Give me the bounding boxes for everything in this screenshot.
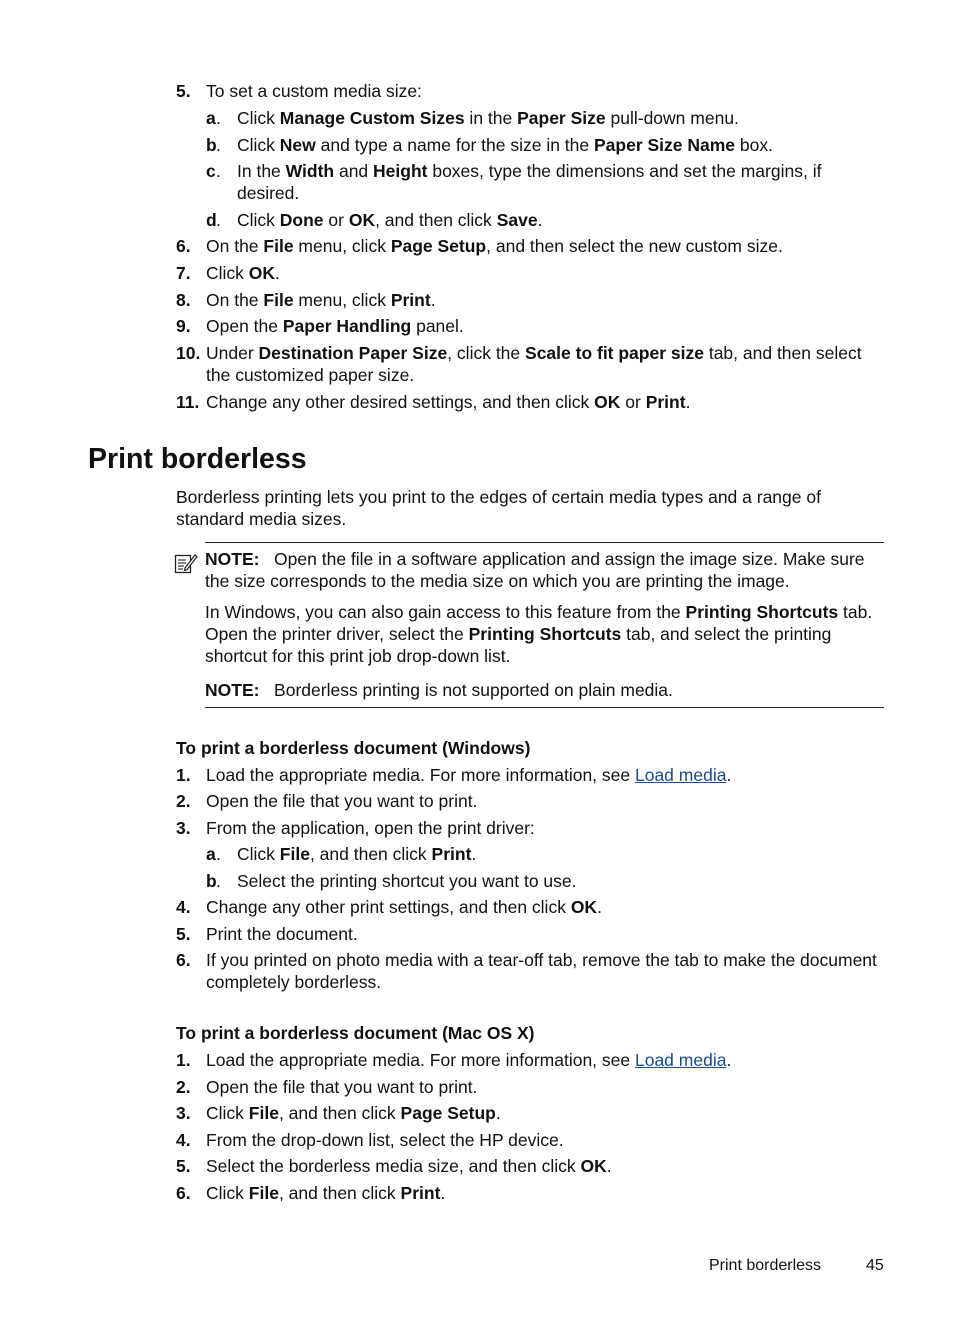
text-run: . (537, 210, 543, 230)
text-run: Open the file that you want to print. (206, 1077, 478, 1097)
text-run: . (726, 1050, 732, 1070)
text-run: Click (206, 263, 249, 283)
substep-letter: b (206, 871, 217, 891)
bold-term: Manage Custom Sizes (279, 108, 465, 128)
substep-letter: b (206, 135, 217, 155)
step-number: 10. (176, 343, 201, 363)
text-run: Open the file that you want to print. (206, 791, 478, 811)
text-run: , click the (447, 343, 526, 363)
substep-text (237, 209, 888, 231)
text-run: . (430, 290, 436, 310)
bold-term: Destination Paper Size (258, 343, 448, 363)
step-text (206, 764, 888, 786)
step-text (206, 262, 888, 284)
text-run: and type a name for the size in the (315, 135, 594, 155)
text-run: Change any other desired settings, and then click (206, 392, 595, 412)
text-run: menu, click (293, 236, 391, 256)
text-run: In Windows, you can also gain access to this feature from the (205, 602, 686, 622)
step-text (206, 315, 888, 337)
bold-term: Paper Handling (282, 316, 412, 336)
note-label: NOTE: (205, 549, 260, 569)
step-number: 1. (176, 1050, 191, 1070)
bold-term: Printing Shortcuts (468, 624, 622, 644)
text-run: . (275, 263, 280, 283)
text-run: or (323, 210, 349, 230)
step-text (206, 923, 888, 945)
text-run: On the (206, 290, 264, 310)
step-text (206, 790, 888, 812)
text-run: Click (206, 1183, 249, 1203)
bold-term: Page Setup (390, 236, 487, 256)
text-run: In the (237, 161, 286, 181)
substep-text (237, 870, 888, 892)
text-run: Click (237, 135, 280, 155)
note-top-rule (205, 542, 884, 543)
text-run: From the application, open the print driver: (206, 818, 535, 838)
text-run: Click (237, 108, 280, 128)
step-number: 11. (176, 392, 200, 412)
bold-term: OK (570, 897, 598, 917)
text-run: menu, click (293, 290, 391, 310)
text-run: box. (735, 135, 773, 155)
footer-section-title: Print borderless (709, 1257, 822, 1274)
text-run: Click (237, 210, 280, 230)
text-run: Load the appropriate media. For more information, see (206, 1050, 635, 1070)
text-run: Open the (206, 316, 283, 336)
step-number: 6. (176, 950, 191, 970)
text-run: or (620, 392, 646, 412)
text-run: Print the document. (206, 924, 358, 944)
note-label-2: NOTE: (205, 680, 260, 700)
step-number: 9. (176, 316, 191, 336)
substep-text (237, 134, 888, 156)
bold-term: File (263, 290, 294, 310)
substep-text (237, 107, 888, 129)
note-paragraph-2 (205, 601, 877, 667)
bold-term: File (263, 236, 294, 256)
text-run: , and then select the new custom size. (486, 236, 783, 256)
step-text (206, 1155, 888, 1177)
bold-term: Paper Size Name (594, 135, 736, 155)
bold-term: OK (580, 1156, 607, 1176)
bold-term: Save (496, 210, 538, 230)
step-number: 4. (176, 1130, 191, 1150)
note-icon (174, 552, 198, 574)
substep-text (237, 843, 888, 865)
text-run: . (606, 1156, 612, 1176)
step-text (206, 1129, 888, 1151)
text-run: in the (464, 108, 518, 128)
text-run: , and then click (375, 210, 497, 230)
text-run: . (685, 392, 691, 412)
text-run: tab, and select the printing shortcut for this print job drop-down list. (205, 624, 832, 666)
windows-heading: To print a borderless document (Windows) (176, 738, 531, 758)
substep-letter: a (206, 844, 216, 864)
bold-term: Width (285, 161, 335, 181)
step-number: 3. (176, 1103, 191, 1123)
text-run: Select the printing shortcut you want to use. (237, 871, 577, 891)
bold-term: Scale to fit paper size (525, 343, 704, 363)
step-number: 3. (176, 818, 191, 838)
step-number: 8. (176, 290, 191, 310)
bold-term: Paper Size (517, 108, 606, 128)
text-run: . (495, 1103, 501, 1123)
text-run: Click (206, 1103, 249, 1123)
text-run: pull-down menu. (605, 108, 739, 128)
text-run: . (440, 1183, 446, 1203)
substep-text (237, 160, 888, 204)
text-run: and (334, 161, 374, 181)
bold-term: OK (594, 392, 621, 412)
text-run: Click (237, 844, 280, 864)
step-text (206, 289, 888, 311)
step-number: 4. (176, 897, 191, 917)
text-run: To set a custom media size: (206, 81, 422, 101)
bold-term: Print (431, 844, 472, 864)
text-run: , and then click (309, 844, 432, 864)
note-text-3: Borderless printing is not supported on plain media. (274, 680, 673, 700)
text-run: Select the borderless media size, and then click (206, 1156, 581, 1176)
note-paragraph-1 (205, 548, 865, 592)
step-text (206, 80, 888, 102)
text-run: , and then click (278, 1183, 401, 1203)
step-text (206, 1049, 888, 1071)
text-run: boxes, type the dimensions and set the margins, if desired. (237, 161, 822, 203)
bold-term: New (279, 135, 316, 155)
page-number: 45 (866, 1257, 884, 1274)
step-number: 6. (176, 1183, 191, 1203)
bold-term: Print (645, 392, 686, 412)
text-run: Change any other print settings, and then click (206, 897, 571, 917)
step-number: 7. (176, 263, 191, 283)
step-text (206, 1102, 888, 1124)
load-media-link[interactable]: Load media (634, 1050, 727, 1070)
text-run: Load the appropriate media. For more information, see (206, 765, 635, 785)
substep-letter: a (206, 108, 216, 128)
bold-term: File (248, 1103, 279, 1123)
step-text (206, 1076, 888, 1098)
text-run: tab, and then select the customized paper size. (206, 343, 862, 385)
intro-paragraph: Borderless printing lets you print to the edges of certain media types and a range of standard media sizes. (176, 487, 821, 529)
step-number: 2. (176, 791, 191, 811)
note-paragraph-3 (205, 679, 875, 701)
text-run: tab. Open the printer driver, select the (205, 602, 873, 644)
bold-term: OK (348, 210, 376, 230)
load-media-link[interactable]: Load media (634, 765, 727, 785)
bold-term: Printing Shortcuts (685, 602, 839, 622)
bold-term: Print (390, 290, 431, 310)
substep-letter: c (206, 161, 216, 181)
bold-term: Print (400, 1183, 441, 1203)
bold-term: Page Setup (400, 1103, 496, 1123)
step-number: 5. (176, 1156, 191, 1176)
bold-term: Done (279, 210, 324, 230)
step-number: 1. (176, 765, 191, 785)
text-run: , and then click (278, 1103, 401, 1123)
step-text (206, 342, 888, 386)
text-run: From the drop-down list, select the HP device. (206, 1130, 564, 1150)
step-text (206, 1182, 888, 1204)
text-run: . (597, 897, 602, 917)
step-text (206, 896, 888, 918)
note-bottom-rule (205, 707, 884, 708)
text-run: . (471, 844, 477, 864)
step-number: 5. (176, 924, 191, 944)
step-text (206, 235, 888, 257)
text-run: Under (206, 343, 259, 363)
section-title: Print borderless (88, 443, 307, 475)
text-run: If you printed on photo media with a tear-off tab, remove the tab to make the document completely borderless. (206, 950, 877, 992)
mac-heading: To print a borderless document (Mac OS X) (176, 1023, 535, 1043)
step-number: 5. (176, 81, 191, 101)
substep-letter: d (206, 210, 217, 230)
bold-term: OK (248, 263, 276, 283)
step-text (206, 949, 888, 993)
step-text (206, 391, 888, 413)
text-run: On the (206, 236, 264, 256)
note-text: Open the file in a software application and assign the image size. Make sure the size corresponds to the media size on which you are printing the image. (205, 549, 865, 591)
bold-term: Height (373, 161, 428, 181)
bold-term: File (279, 844, 310, 864)
step-text (206, 817, 888, 839)
text-run: . (726, 765, 732, 785)
text-run: panel. (411, 316, 464, 336)
step-number: 6. (176, 236, 191, 256)
step-number: 2. (176, 1077, 191, 1097)
bold-term: File (248, 1183, 279, 1203)
